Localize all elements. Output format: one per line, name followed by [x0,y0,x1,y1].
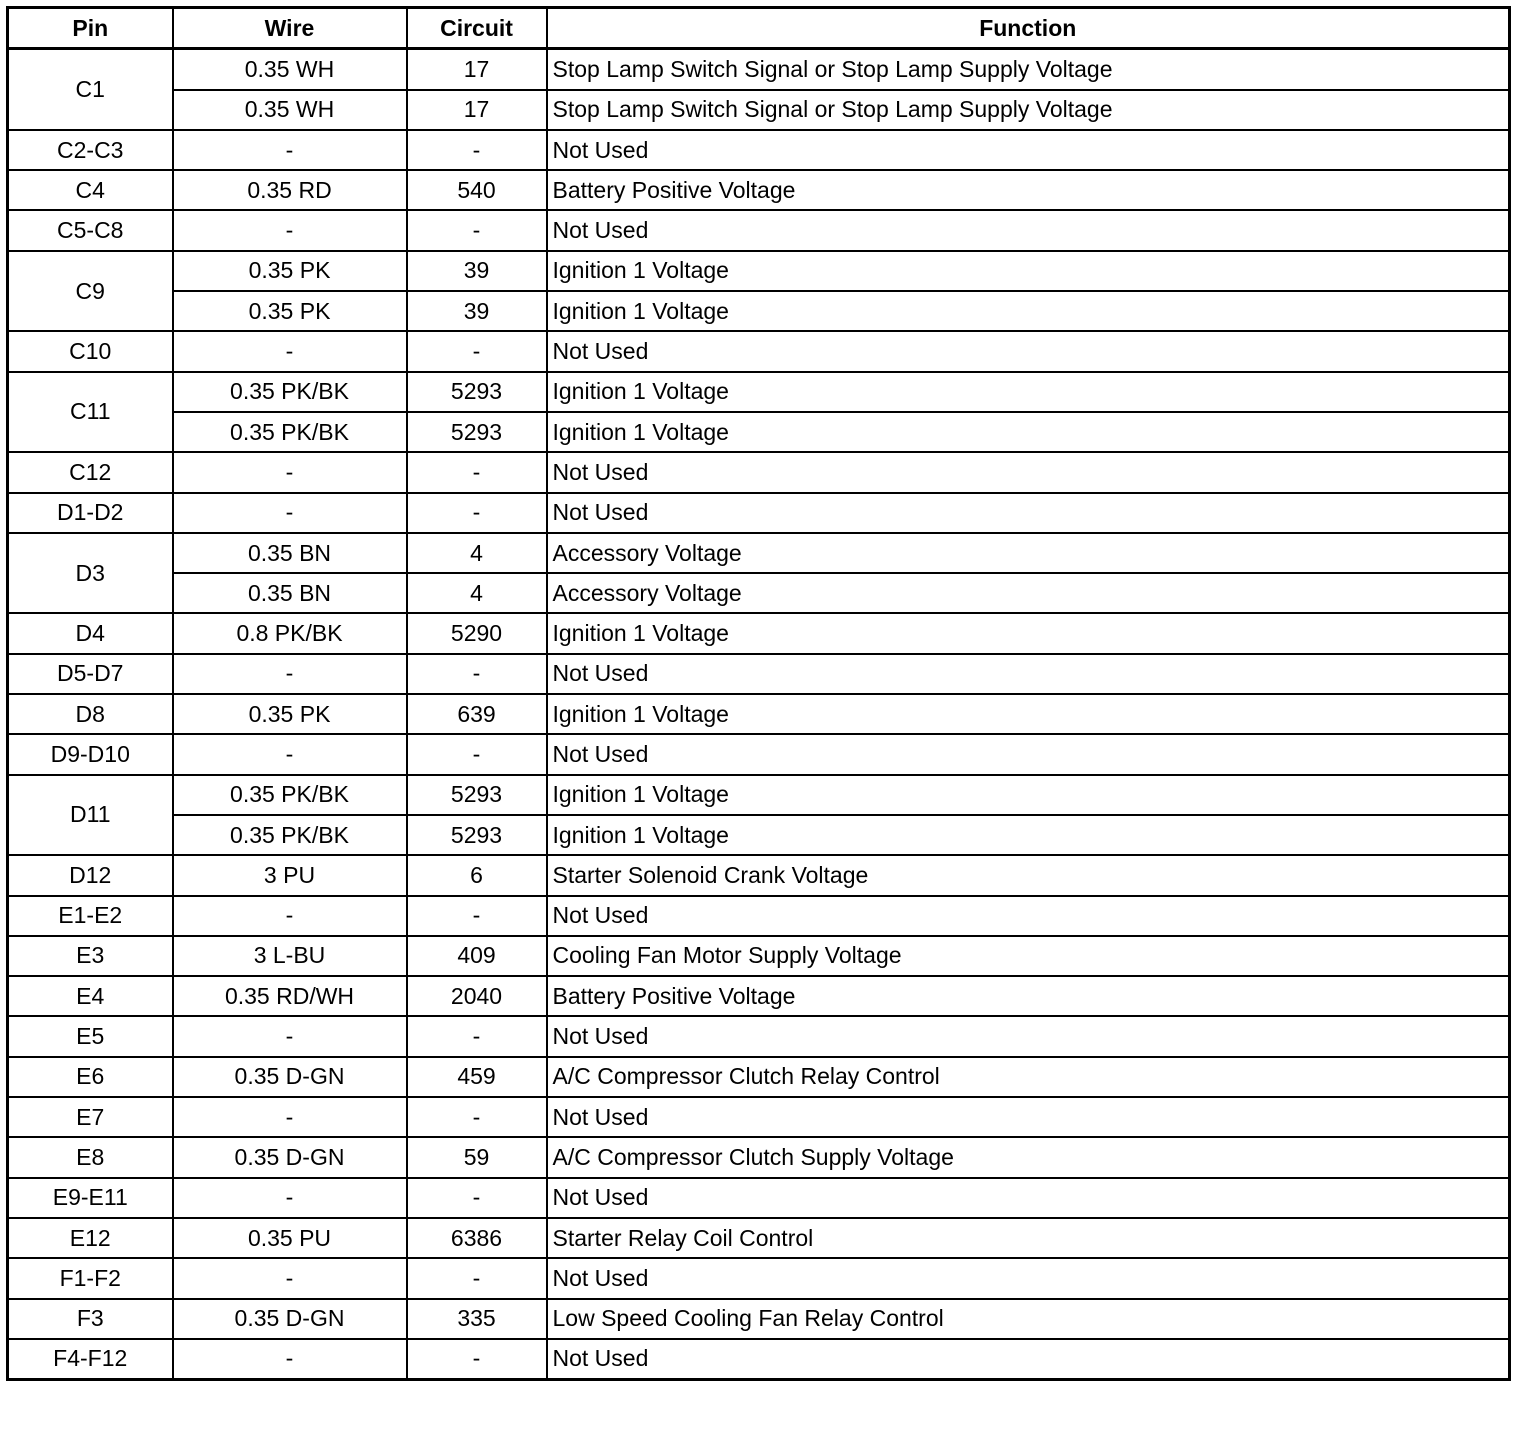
wire-cell: - [173,1178,407,1218]
wire-cell: - [173,1016,407,1056]
wire-cell: - [173,210,407,250]
pin-cell: E3 [8,936,173,976]
circuit-cell: 5290 [407,613,547,653]
circuit-cell: 4 [407,533,547,573]
table-row [8,1218,1510,1258]
pin-cell: F3 [8,1299,173,1339]
wire-cell: 0.35 PK [173,251,407,291]
function-cell: Ignition 1 Voltage [547,815,1510,855]
pin-cell: E1-E2 [8,896,173,936]
header-wire: Wire [173,8,407,49]
pin-cell: E8 [8,1137,173,1177]
table-row [8,90,1510,130]
function-cell: Not Used [547,654,1510,694]
table-row [8,1016,1510,1056]
wire-cell: - [173,654,407,694]
function-cell: Not Used [547,130,1510,170]
pin-cell: F1-F2 [8,1258,173,1298]
circuit-cell: - [407,1258,547,1298]
pin-cell: E6 [8,1057,173,1097]
table-row [8,49,1510,90]
function-cell: Not Used [547,1339,1510,1380]
pin-cell: C5-C8 [8,210,173,250]
function-cell: Not Used [547,1178,1510,1218]
function-cell: Not Used [547,1016,1510,1056]
function-cell: Stop Lamp Switch Signal or Stop Lamp Supply Voltage [547,90,1510,130]
function-cell: Cooling Fan Motor Supply Voltage [547,936,1510,976]
circuit-cell: - [407,331,547,371]
table-row [8,452,1510,492]
table-row [8,573,1510,613]
wire-cell: 0.35 PU [173,1218,407,1258]
wire-cell: 3 L-BU [173,936,407,976]
circuit-cell: 5293 [407,412,547,452]
circuit-cell: 6 [407,855,547,895]
wire-cell: 0.8 PK/BK [173,613,407,653]
wire-cell: 0.35 RD/WH [173,976,407,1016]
pin-cell: C2-C3 [8,130,173,170]
circuit-cell: - [407,1339,547,1380]
circuit-cell: 17 [407,49,547,90]
table-row [8,1299,1510,1339]
table-row [8,210,1510,250]
function-cell: Ignition 1 Voltage [547,694,1510,734]
pin-cell: C11 [8,372,173,453]
function-cell: A/C Compressor Clutch Relay Control [547,1057,1510,1097]
function-cell: Battery Positive Voltage [547,976,1510,1016]
table-row [8,654,1510,694]
circuit-cell: 4 [407,573,547,613]
table-row [8,372,1510,412]
circuit-cell: - [407,896,547,936]
function-cell: Not Used [547,331,1510,371]
wire-cell: - [173,130,407,170]
wire-cell: - [173,493,407,533]
table-row [8,412,1510,452]
header-circuit: Circuit [407,8,547,49]
function-cell: Ignition 1 Voltage [547,372,1510,412]
function-cell: A/C Compressor Clutch Supply Voltage [547,1137,1510,1177]
function-cell: Low Speed Cooling Fan Relay Control [547,1299,1510,1339]
wire-cell: 0.35 BN [173,573,407,613]
pin-cell: E5 [8,1016,173,1056]
header-pin: Pin [8,8,173,49]
wire-cell: 0.35 PK/BK [173,815,407,855]
circuit-cell: 2040 [407,976,547,1016]
table-row [8,1137,1510,1177]
circuit-cell: 639 [407,694,547,734]
wire-cell: - [173,331,407,371]
pin-cell: E9-E11 [8,1178,173,1218]
table-row [8,1339,1510,1380]
wire-cell: 0.35 PK [173,694,407,734]
circuit-cell: 39 [407,291,547,331]
wire-cell: 0.35 WH [173,90,407,130]
table-row [8,251,1510,291]
circuit-cell: 6386 [407,1218,547,1258]
function-cell: Not Used [547,493,1510,533]
pin-cell: D8 [8,694,173,734]
header-row [8,8,1510,49]
circuit-cell: - [407,1097,547,1137]
wire-cell: - [173,896,407,936]
wire-cell: 0.35 PK/BK [173,412,407,452]
circuit-cell: 409 [407,936,547,976]
table-row [8,533,1510,573]
function-cell: Not Used [547,896,1510,936]
function-cell: Battery Positive Voltage [547,170,1510,210]
table-row [8,734,1510,774]
table-row [8,694,1510,734]
wire-cell: - [173,1339,407,1380]
pin-cell: D12 [8,855,173,895]
table-row [8,815,1510,855]
pin-cell: C4 [8,170,173,210]
circuit-cell: 5293 [407,815,547,855]
function-cell: Accessory Voltage [547,533,1510,573]
table-row [8,1178,1510,1218]
table-row [8,130,1510,170]
table-row [8,1097,1510,1137]
function-cell: Starter Relay Coil Control [547,1218,1510,1258]
function-cell: Not Used [547,1258,1510,1298]
header-function: Function [547,8,1510,49]
wire-cell: - [173,452,407,492]
function-cell: Not Used [547,1097,1510,1137]
function-cell: Not Used [547,210,1510,250]
wire-cell: 3 PU [173,855,407,895]
pin-cell: D5-D7 [8,654,173,694]
circuit-cell: - [407,452,547,492]
circuit-cell: 335 [407,1299,547,1339]
function-cell: Accessory Voltage [547,573,1510,613]
pin-cell: D3 [8,533,173,614]
wire-cell: 0.35 PK [173,291,407,331]
pin-cell: D9-D10 [8,734,173,774]
table-row [8,613,1510,653]
wire-cell: - [173,734,407,774]
wire-cell: 0.35 D-GN [173,1137,407,1177]
table-row [8,1057,1510,1097]
wire-cell: - [173,1097,407,1137]
function-cell: Starter Solenoid Crank Voltage [547,855,1510,895]
circuit-cell: 540 [407,170,547,210]
pin-cell: C10 [8,331,173,371]
wire-cell: 0.35 PK/BK [173,372,407,412]
function-cell: Stop Lamp Switch Signal or Stop Lamp Supply Voltage [547,49,1510,90]
table-row [8,976,1510,1016]
pin-cell: C12 [8,452,173,492]
circuit-cell: 39 [407,251,547,291]
function-cell: Ignition 1 Voltage [547,412,1510,452]
connector-pinout-table [6,6,1511,1381]
pin-cell: C1 [8,49,173,130]
wire-cell: 0.35 PK/BK [173,775,407,815]
pin-cell: E12 [8,1218,173,1258]
function-cell: Ignition 1 Voltage [547,775,1510,815]
wire-cell: 0.35 D-GN [173,1057,407,1097]
pin-cell: D1-D2 [8,493,173,533]
circuit-cell: 59 [407,1137,547,1177]
circuit-cell: 5293 [407,372,547,412]
table-row [8,493,1510,533]
function-cell: Ignition 1 Voltage [547,613,1510,653]
circuit-cell: 5293 [407,775,547,815]
circuit-cell: - [407,493,547,533]
table-row [8,936,1510,976]
circuit-cell: - [407,654,547,694]
function-cell: Not Used [547,452,1510,492]
circuit-cell: - [407,1016,547,1056]
circuit-cell: - [407,130,547,170]
table-row [8,291,1510,331]
table-row [8,855,1510,895]
wire-cell: 0.35 RD [173,170,407,210]
circuit-cell: - [407,1178,547,1218]
circuit-cell: 17 [407,90,547,130]
circuit-cell: - [407,210,547,250]
pin-cell: E4 [8,976,173,1016]
table-row [8,331,1510,371]
table-row [8,775,1510,815]
function-cell: Ignition 1 Voltage [547,251,1510,291]
circuit-cell: 459 [407,1057,547,1097]
pin-cell: C9 [8,251,173,332]
function-cell: Ignition 1 Voltage [547,291,1510,331]
table-row [8,1258,1510,1298]
pin-cell: F4-F12 [8,1339,173,1380]
wire-cell: 0.35 BN [173,533,407,573]
circuit-cell: - [407,734,547,774]
pin-cell: D4 [8,613,173,653]
wire-cell: 0.35 D-GN [173,1299,407,1339]
pin-cell: D11 [8,775,173,856]
table-row [8,170,1510,210]
wire-cell: - [173,1258,407,1298]
wire-cell: 0.35 WH [173,49,407,90]
pin-cell: E7 [8,1097,173,1137]
table-row [8,896,1510,936]
function-cell: Not Used [547,734,1510,774]
